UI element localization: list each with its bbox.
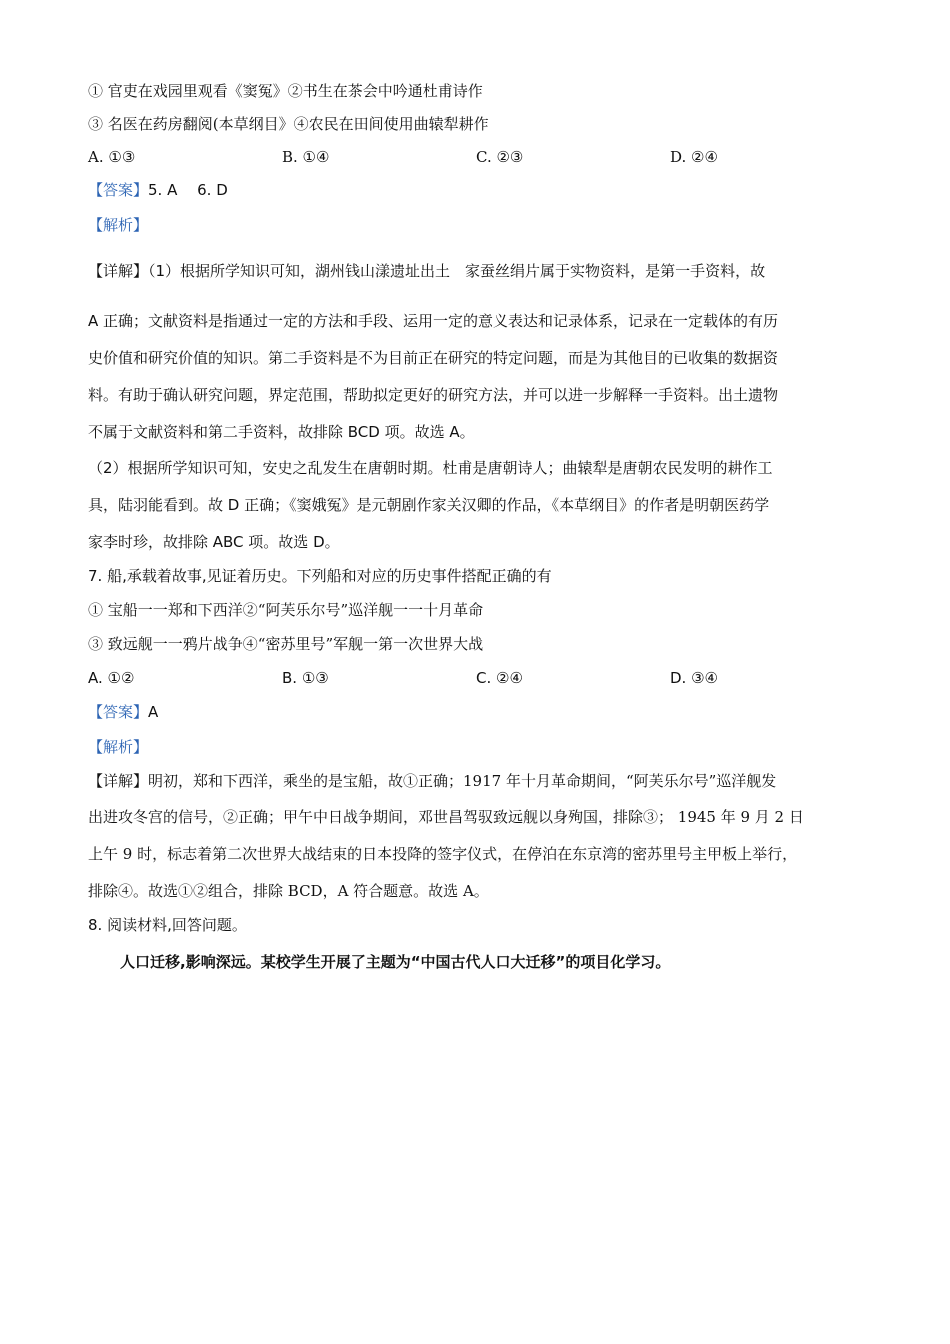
- analysis-tag-2: 【解析】: [88, 738, 149, 756]
- q6-option-c: C. ②③: [476, 148, 524, 166]
- q6-option-d: D. ②④: [670, 148, 718, 166]
- q7-option-d: D. ③④: [670, 669, 718, 687]
- answer-7-text: A: [148, 703, 159, 721]
- detail-7-line-1: [88, 770, 776, 792]
- detail-5-6-line-4: 料。有助于确认研究问题，界定范围，帮助拟定更好的研究方法，并可以进一步解释一手资料。出土遗物: [88, 386, 779, 404]
- detail-5-6-line-7: 具，陆羽能看到。故 D 正确；《窦娥冤》是元朝剧作家关汉卿的作品，《本草纲目》的作者是明朝医药学: [88, 496, 770, 514]
- q8-material: 人口迁移,影响深远。某校学生开展了主题为“中国古代人口大迁移”的项目化学习。: [120, 953, 671, 971]
- detail-5-6-line-8: 家李时珍，故排除 ABC 项。故选 D。: [88, 533, 340, 551]
- q7-option-c: C. ②④: [476, 669, 523, 687]
- q7-option-b: B. ①③: [282, 669, 329, 687]
- detail-5-6-line-1: [88, 260, 765, 282]
- detail-text: （1）根据所学知识可知，湖州钱山漾遗址出土 家蚕丝绢片属于实物资料，是第一手资料，故: [148, 262, 766, 280]
- detail-7-line-3: 上午 9 时，标志着第二次世界大战结束的日本投降的签字仪式，在停泊在东京湾的密苏里号主甲板上举行，: [88, 845, 798, 863]
- detail-5-6-line-6: （2）根据所学知识可知，安史之乱发生在唐朝时期。杜甫是唐朝诗人；曲辕犁是唐朝农民发明的耕作工: [88, 459, 773, 477]
- detail-7-tag: 【详解】: [88, 772, 149, 790]
- q6-option-b: B. ①④: [282, 148, 330, 166]
- analysis-tag-1: 【解析】: [88, 216, 149, 234]
- q7-line-2: ③ 致远舰一一鸦片战争④“密苏里号”军舰一第一次世界大战: [88, 635, 484, 653]
- answer-7: [88, 701, 158, 723]
- detail-5-6-line-2: A 正确；文献资料是指通过一定的方法和手段、运用一定的意义表达和记录体系，记录在一定载体的有历: [88, 312, 779, 330]
- answer-5-6: [88, 179, 228, 201]
- answer-tag: 【答案】: [88, 181, 149, 199]
- q7-line-1: ① 宝船一一郑和下西洋②“阿芙乐尔号”巡洋舰一一十月革命: [88, 601, 484, 619]
- detail-5-6-line-5: 不属于文献资料和第二手资料，故排除 BCD 项。故选 A。: [88, 423, 475, 441]
- answer-text: 5. A 6. D: [148, 181, 228, 199]
- answer-7-tag: 【答案】: [88, 703, 149, 721]
- detail-7-line-4: 排除④。故选①②组合，排除 BCD，A 符合题意。故选 A。: [88, 882, 489, 900]
- detail-7-line-2: 出进攻冬宫的信号，②正确；甲午中日战争期间，邓世昌驾驭致远舰以身殉国，排除③； 1945 年 9 月 2 日: [88, 808, 804, 826]
- q7-stem: 7. 船,承载着故事,见证着历史。下列船和对应的历史事件搭配正确的有: [88, 567, 552, 585]
- q7-option-a: A. ①②: [88, 669, 135, 687]
- q6-option-a: A. ①③: [88, 148, 136, 166]
- detail-tag: 【详解】: [88, 262, 149, 280]
- detail-5-6-line-3: 史价值和研究价值的知识。第二手资料是不为目前正在研究的特定问题，而是为其他目的已收集的数据资: [88, 349, 779, 367]
- q6-stem-line-1: ① 官吏在戏园里观看《窦冤》②书生在茶会中吟通杜甫诗作: [88, 82, 483, 100]
- q6-stem-line-2: ③ 名医在药房翻阅(本草纲目》④农民在田间使用曲辕犁耕作: [88, 115, 489, 133]
- detail-7-text: 明初，郑和下西洋，乘坐的是宝船，故①正确；1917 年十月革命期间，“阿芙乐尔号”巡洋舰发: [148, 772, 777, 790]
- q8-stem: 8. 阅读材料,回答问题。: [88, 916, 247, 934]
